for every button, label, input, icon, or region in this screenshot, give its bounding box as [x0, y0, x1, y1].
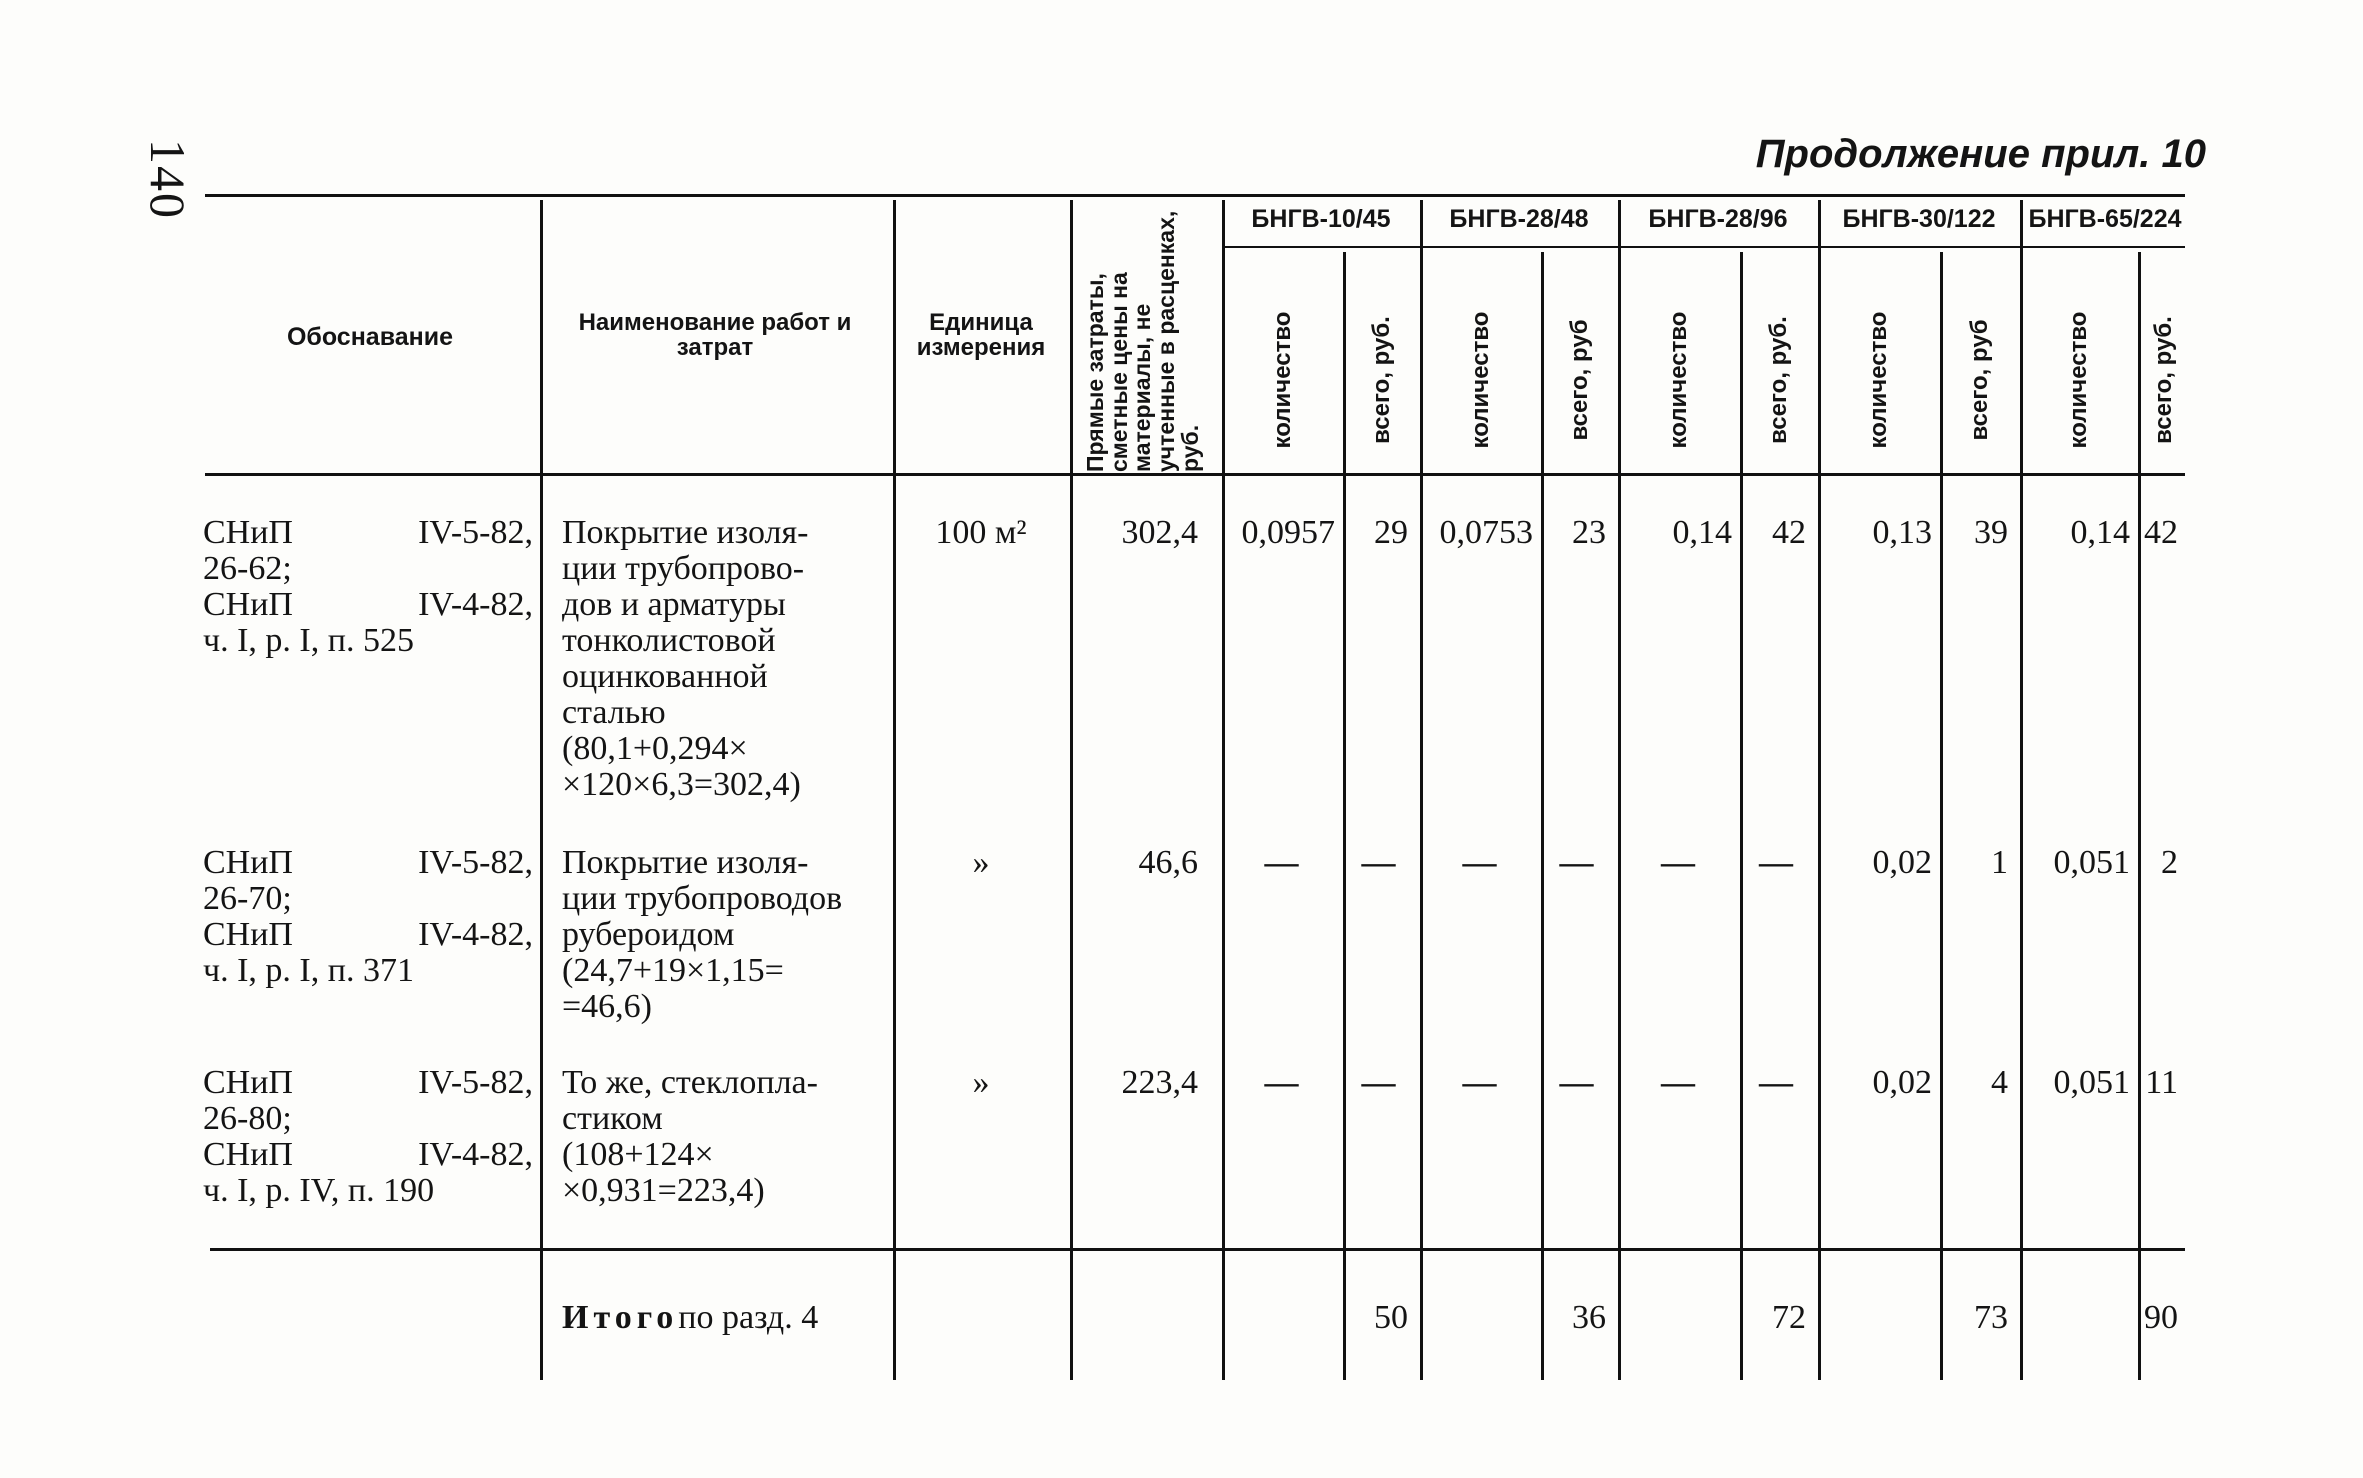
work-line: (24,7+19×1,15= — [562, 952, 784, 989]
work-line: тонколистовой — [562, 622, 776, 659]
total-rub-value: — — [1759, 844, 1793, 881]
work-line: Покрытие изоля- — [562, 844, 809, 881]
group-header: БНГВ-28/96 — [1648, 205, 1788, 233]
work-line: =46,6) — [562, 988, 652, 1025]
header-work-name: Наименование работ и затрат — [578, 309, 852, 362]
work-line: (80,1+0,294× — [562, 730, 748, 767]
total-rub-value: — — [1361, 1064, 1396, 1101]
basis-line — [203, 551, 533, 587]
basis-reference — [203, 1065, 533, 1209]
total-rub-value: 2 — [2161, 844, 2178, 881]
total-rub-value: 29 — [1374, 514, 1408, 551]
basis-part: IV-5-82, — [418, 844, 533, 881]
totals-label — [562, 1300, 818, 1336]
section-total-value: 50 — [1374, 1299, 1408, 1336]
column-line — [540, 200, 543, 1380]
subheader-quantity: количество — [1865, 311, 1892, 449]
subheader-total-rub: всего, руб — [1565, 319, 1593, 441]
totals-top-rule — [210, 1248, 2185, 1251]
direct-cost-value: 223,4 — [1121, 1064, 1198, 1101]
group-header: БНГВ-28/48 — [1449, 205, 1589, 233]
basis-line — [203, 1137, 533, 1173]
section-total-value: 36 — [1572, 1299, 1606, 1336]
unit-value: » — [972, 1064, 990, 1101]
basis-part: IV-4-82, — [418, 1136, 533, 1173]
basis-part: СНиП — [203, 586, 293, 623]
quantity-value: 0,0753 — [1439, 514, 1533, 551]
totals-label-rest: по разд. 4 — [678, 1299, 819, 1336]
work-line: ции трубопроводов — [562, 880, 843, 917]
total-rub-value: 4 — [1991, 1064, 2008, 1101]
subheader-total-rub: всего, руб — [1966, 319, 1993, 441]
continuation-header: Продолжение прил. 10 — [1755, 132, 2206, 176]
basis-part: 26-62; — [203, 550, 292, 587]
basis-line — [203, 953, 533, 989]
basis-part: СНиП — [203, 916, 293, 953]
total-rub-value: — — [1559, 1064, 1594, 1101]
group-header-rule — [1222, 246, 2185, 248]
basis-line — [203, 623, 533, 659]
header-bottom-rule — [205, 473, 2185, 476]
basis-part: ч. I, р. IV, п. 190 — [203, 1172, 435, 1209]
work-line: стиком — [562, 1100, 663, 1137]
quantity-value: 0,051 — [2053, 844, 2130, 881]
column-line — [2020, 200, 2023, 1380]
total-rub-value: 23 — [1572, 514, 1606, 551]
total-rub-value: — — [1559, 844, 1594, 881]
subheader-quantity: количество — [2065, 311, 2092, 449]
subheader-total-rub: всего, руб. — [1765, 316, 1792, 444]
quantity-value: — — [1462, 1064, 1497, 1101]
quantity-value: 0,13 — [1872, 514, 1932, 551]
work-line: ции трубопрово- — [562, 550, 805, 587]
basis-part: СНиП — [203, 1136, 293, 1173]
column-line — [1618, 200, 1621, 1380]
subcolumn-line — [1541, 252, 1544, 1380]
basis-part: СНиП — [203, 1064, 293, 1101]
work-description — [562, 515, 884, 803]
section-total-value: 90 — [2144, 1299, 2178, 1336]
unit-value: » — [972, 844, 990, 881]
direct-cost-value: 302,4 — [1121, 514, 1198, 551]
work-line: сталью — [562, 694, 666, 731]
basis-part: IV-4-82, — [418, 586, 533, 623]
section-total-value: 72 — [1772, 1299, 1806, 1336]
work-line: (108+124× — [562, 1136, 714, 1173]
subheader-total-rub: всего, руб. — [1367, 316, 1395, 444]
header-unit: Единица измерения — [916, 309, 1046, 362]
direct-cost-value: 46,6 — [1138, 844, 1198, 881]
group-header: БНГВ-10/45 — [1251, 205, 1391, 233]
quantity-value: — — [1264, 1064, 1299, 1101]
work-line: То же, стеклопла- — [562, 1064, 818, 1101]
quantity-value: — — [1661, 844, 1695, 881]
subheader-total-rub: всего, руб. — [2150, 316, 2177, 444]
quantity-value: — — [1462, 844, 1497, 881]
work-description — [562, 845, 884, 1025]
basis-part: ч. I, р. I, п. 371 — [203, 952, 414, 989]
total-rub-value: 39 — [1974, 514, 2008, 551]
unit-value: 100 м² — [935, 514, 1027, 551]
totals-label-word: Итого — [562, 1299, 679, 1336]
column-line — [1420, 200, 1423, 1380]
column-line — [893, 200, 896, 1380]
quantity-value: 0,02 — [1872, 844, 1932, 881]
table-top-rule — [205, 194, 2185, 197]
basis-line — [203, 845, 533, 881]
work-line: ×120×6,3=302,4) — [562, 766, 801, 803]
subheader-quantity: количество — [1466, 311, 1494, 449]
subheader-quantity: количество — [1268, 311, 1296, 449]
work-line: ×0,931=223,4) — [562, 1172, 765, 1209]
quantity-value: 0,051 — [2053, 1064, 2130, 1101]
basis-reference — [203, 845, 533, 989]
total-rub-value: 42 — [1772, 514, 1806, 551]
subcolumn-line — [1740, 252, 1743, 1380]
total-rub-value: 42 — [2144, 514, 2178, 551]
group-header: БНГВ-30/122 — [1842, 205, 1996, 233]
basis-part: СНиП — [203, 514, 293, 551]
basis-line — [203, 1173, 533, 1209]
column-line — [1818, 200, 1821, 1380]
work-line: рубероидом — [562, 916, 735, 953]
basis-reference — [203, 515, 533, 659]
basis-line — [203, 1065, 533, 1101]
quantity-value: 0,14 — [2070, 514, 2130, 551]
work-description — [562, 1065, 884, 1209]
basis-part: 26-80; — [203, 1100, 292, 1137]
basis-line — [203, 917, 533, 953]
quantity-value: — — [1661, 1064, 1695, 1101]
quantity-value: 0,02 — [1872, 1064, 1932, 1101]
basis-part: 26-70; — [203, 880, 292, 917]
basis-part: IV-5-82, — [418, 514, 533, 551]
subcolumn-line — [1343, 252, 1346, 1380]
basis-line — [203, 1101, 533, 1137]
work-line: Покрытие изоля- — [562, 514, 809, 551]
subcolumn-line — [2138, 252, 2141, 1380]
basis-part: IV-4-82, — [418, 916, 533, 953]
subheader-quantity: количество — [1665, 311, 1692, 449]
basis-line — [203, 587, 533, 623]
total-rub-value: 1 — [1991, 844, 2008, 881]
group-header: БНГВ-65/224 — [2028, 205, 2182, 233]
basis-part: СНиП — [203, 844, 293, 881]
total-rub-value: — — [1361, 844, 1396, 881]
total-rub-value: 11 — [2145, 1064, 2178, 1101]
subcolumn-line — [1940, 252, 1943, 1380]
work-line: оцинкованной — [562, 658, 768, 695]
column-line — [1222, 200, 1225, 1380]
basis-line — [203, 515, 533, 551]
section-total-value: 73 — [1974, 1299, 2008, 1336]
header-basis: Обоснавание — [286, 323, 454, 351]
total-rub-value: — — [1759, 1064, 1793, 1101]
page-number: 140 — [140, 139, 196, 220]
basis-part: IV-5-82, — [418, 1064, 533, 1101]
basis-line — [203, 881, 533, 917]
work-line: дов и арматуры — [562, 586, 786, 623]
basis-part: ч. I, р. I, п. 525 — [203, 622, 414, 659]
header-direct-costs: Прямые затраты, сметные цены на материалы, не учтенные в расценках, руб. — [1081, 210, 1203, 472]
quantity-value: — — [1264, 844, 1299, 881]
quantity-value: 0,14 — [1672, 514, 1732, 551]
column-line — [1070, 200, 1073, 1380]
quantity-value: 0,0957 — [1241, 514, 1335, 551]
